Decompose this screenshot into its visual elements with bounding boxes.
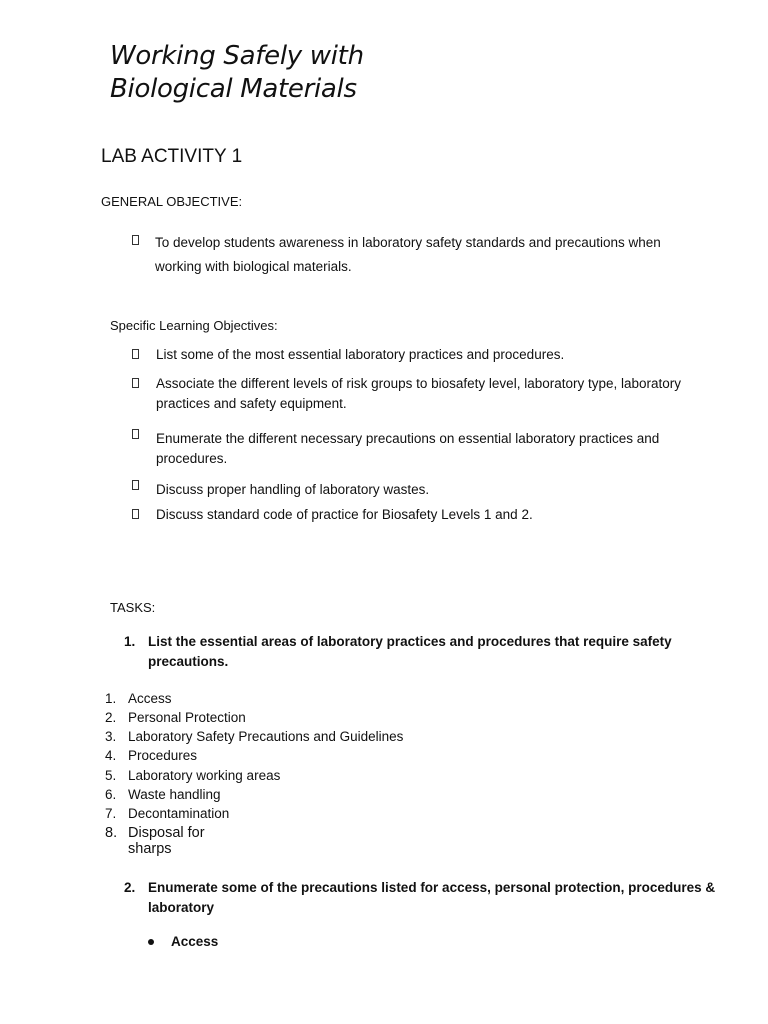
- list-item-number: 3.: [105, 729, 117, 744]
- bullet-glyph-icon: [132, 349, 139, 359]
- list-item-text: Disposal for sharps: [128, 825, 205, 857]
- list-item-number: 8.: [105, 825, 118, 841]
- task-1-text: List the essential areas of laboratory practices and procedures that require safety precautions.: [148, 634, 672, 669]
- general-objective-line-1: To develop students awareness in laboratory safety standards and precautions when: [155, 235, 661, 250]
- title-line-2: Biological Materials: [110, 74, 357, 104]
- bullet-glyph-icon: [132, 509, 139, 519]
- objective-text: List some of the most essential laboratory practices and procedures.: [156, 347, 565, 362]
- list-item-text: Personal Protection: [128, 710, 246, 725]
- list-item-number: 6.: [105, 787, 117, 802]
- bullet-glyph-icon: [132, 480, 139, 490]
- list-item-text: Access: [128, 691, 172, 706]
- list-item-text: Waste handling: [128, 787, 221, 802]
- sub-bullet-item: [0, 932, 400, 954]
- list-item-number: 7.: [105, 806, 117, 821]
- list-item-number: 4.: [105, 748, 117, 763]
- task-2-number: 2.: [124, 880, 136, 895]
- list-item-text: Procedures: [128, 748, 198, 763]
- title-line-1: Working Safely with: [110, 41, 364, 71]
- lab-activity-heading: LAB ACTIVITY 1: [101, 146, 243, 167]
- task-1-number: 1.: [124, 634, 136, 649]
- objective-text: Enumerate the different necessary precautions on essential laboratory practices and procedures.: [156, 431, 660, 466]
- bullet-glyph-icon: [132, 235, 139, 245]
- general-objective-heading: GENERAL OBJECTIVE:: [101, 194, 243, 209]
- task-2-text: Enumerate some of the precautions listed for access, personal protection, procedures & laboratory: [148, 880, 716, 915]
- bullet-dot-icon: [148, 939, 154, 945]
- list-item-number: 5.: [105, 768, 117, 783]
- list-item-text: Decontamination: [128, 806, 230, 821]
- list-item-number: 1.: [105, 691, 117, 706]
- specific-objectives-heading: Specific Learning Objectives:: [110, 318, 278, 333]
- objective-text: Discuss standard code of practice for Biosafety Levels 1 and 2.: [156, 507, 533, 522]
- general-objective-line-2: working with biological materials.: [155, 259, 352, 274]
- document-title: [110, 40, 364, 106]
- objective-text: Discuss proper handling of laboratory wastes.: [156, 482, 430, 497]
- tasks-heading: TASKS:: [110, 600, 156, 615]
- sub-bullet-text: Access: [171, 934, 219, 949]
- bullet-glyph-icon: [132, 378, 139, 388]
- objective-text: Associate the different levels of risk groups to biosafety level, laboratory type, laboratory practices and safety equipment.: [156, 376, 682, 411]
- list-item-text: Laboratory working areas: [128, 768, 281, 783]
- bullet-glyph-icon: [132, 429, 139, 439]
- list-item-number: 2.: [105, 710, 117, 725]
- list-item-text: Laboratory Safety Precautions and Guidelines: [128, 729, 404, 744]
